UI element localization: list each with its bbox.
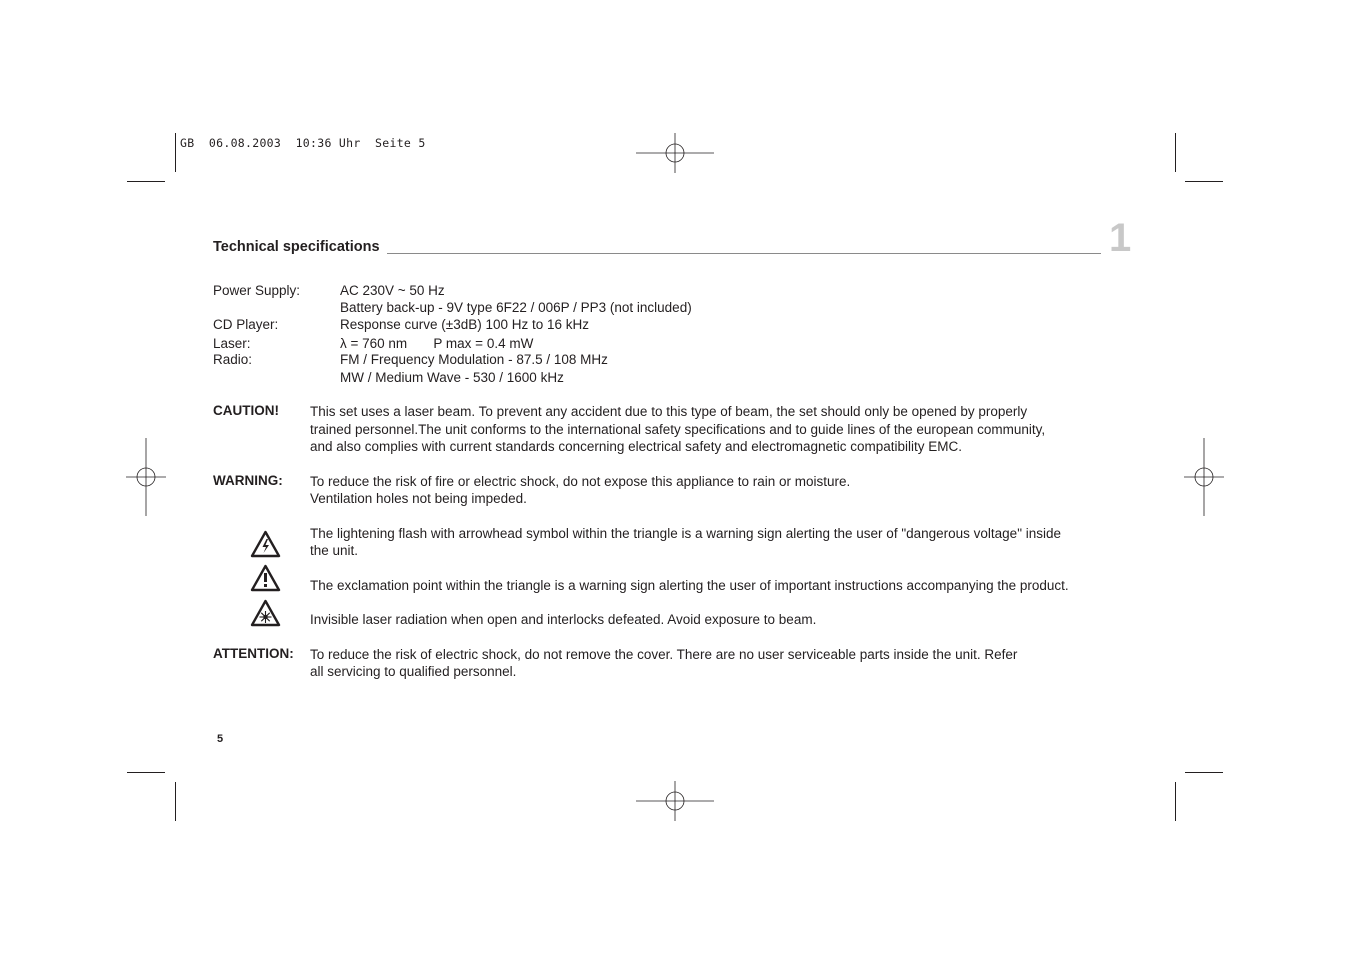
caution-text: This set uses a laser beam. To prevent any accident due to this type of beam, the set should only be opened by properly <box>310 404 1028 419</box>
caution-text: and also complies with current standards concerning electrical safety and electromagnetic compatibility EMC. <box>310 439 963 454</box>
crop-mark <box>175 782 176 821</box>
registration-mark-icon <box>126 438 166 516</box>
attention-text: To reduce the risk of electric shock, do not remove the cover. There are no user serviceable parts inside the unit. Refer <box>310 647 1018 662</box>
crop-mark <box>1185 181 1223 182</box>
print-slug-line: GB 06.08.2003 10:36 Uhr Seite 5 <box>180 136 426 150</box>
crop-mark <box>1175 782 1176 821</box>
registration-mark-icon <box>1184 438 1224 516</box>
attention-label: ATTENTION: <box>213 646 294 661</box>
spec-label-power: Power Supply: <box>213 283 301 298</box>
spec-label-laser: Laser: <box>213 336 251 351</box>
crop-mark <box>1175 133 1176 172</box>
lightning-triangle-icon <box>250 530 281 558</box>
spec-value: Response curve (±3dB) 100 Hz to 16 kHz <box>340 317 590 332</box>
registration-mark-icon <box>636 133 714 173</box>
symbol-description: The lightening flash with arrowhead symbol within the triangle is a warning sign alerting the user of "dangerous voltage" inside <box>310 526 1062 541</box>
symbol-description: Invisible laser radiation when open and interlocks defeated. Avoid exposure to beam. <box>310 612 817 627</box>
title-rule <box>387 253 1101 254</box>
spec-value: MW / Medium Wave - 530 / 1600 kHz <box>340 370 564 385</box>
crop-mark <box>175 133 176 172</box>
page-number: 5 <box>217 733 224 745</box>
spec-value: AC 230V ~ 50 Hz <box>340 283 445 298</box>
caution-text: trained personnel.The unit conforms to the international safety specifications and to guide lines of the european community, <box>310 422 1046 437</box>
section-title: Technical specifications <box>213 239 380 255</box>
warning-text: To reduce the risk of fire or electric shock, do not expose this appliance to rain or moisture. <box>310 474 851 489</box>
symbol-description: The exclamation point within the triangle is a warning sign alerting the user of important instructions accompanying the product. <box>310 578 1069 593</box>
spec-label-radio: Radio: <box>213 352 253 367</box>
laser-triangle-icon <box>250 599 281 627</box>
crop-mark <box>127 181 165 182</box>
crop-mark <box>127 772 165 773</box>
spec-value: λ = 760 nm P max = 0.4 mW <box>340 336 534 351</box>
spec-value: Battery back-up - 9V type 6F22 / 006P / PP3 (not included) <box>340 300 692 315</box>
spec-value: FM / Frequency Modulation - 87.5 / 108 MHz <box>340 352 608 367</box>
exclamation-triangle-icon <box>250 564 281 592</box>
chapter-number: 1 <box>1109 216 1132 260</box>
warning-label: WARNING: <box>213 473 283 488</box>
registration-mark-icon <box>636 781 714 821</box>
spec-label-cd-player: CD Player: <box>213 317 279 332</box>
warning-text: Ventilation holes not being impeded. <box>310 491 527 506</box>
crop-mark <box>1185 772 1223 773</box>
caution-label: CAUTION! <box>213 403 279 418</box>
symbol-description: the unit. <box>310 543 359 558</box>
attention-text: all servicing to qualified personnel. <box>310 664 517 679</box>
